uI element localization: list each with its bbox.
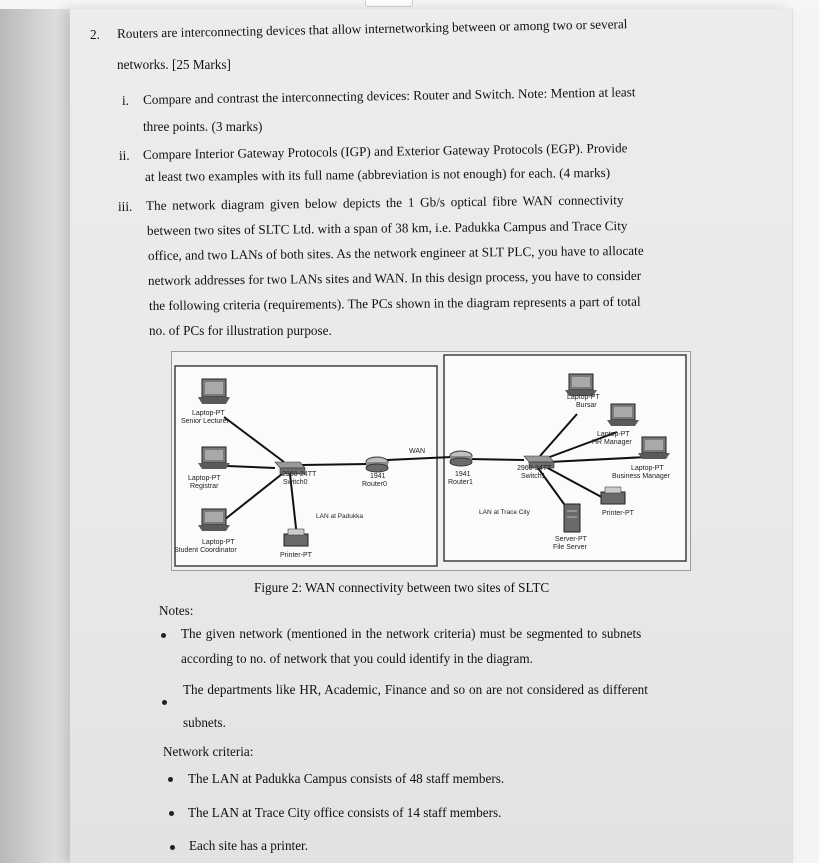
server-model: Server-PT [555, 536, 587, 543]
part-iii-line3: office, and two LANs of both sites. As the network engineer at SLT PLC, you have to allocate [147, 242, 644, 263]
part-iii-line6: no. of PCs for illustration purpose. [149, 323, 332, 338]
note1-line2: according to no. of network that you could identify in the diagram. [181, 651, 533, 666]
router0-name: Router0 [362, 481, 387, 488]
server-role: File Server [553, 544, 587, 551]
note1-bullet [161, 633, 166, 638]
wan-label: WAN [409, 448, 426, 455]
note2-line2: subnets. [183, 715, 226, 730]
router1-model: 1941 [455, 471, 471, 478]
criteria2-bullet [169, 811, 174, 816]
part-iii-line4: network addresses for two LANs sites and WAN. In this design process, you have to consider [147, 267, 642, 288]
notes-heading: Notes: [159, 603, 194, 618]
laptop-business-manager-icon[interactable] [638, 437, 670, 459]
router0-model: 1941 [370, 473, 386, 480]
cable-switch0-router0 [302, 464, 368, 465]
top-tab-handle[interactable] [365, 0, 413, 7]
switch1-model: 2960-24TT [517, 465, 552, 472]
question-intro-line1: Routers are interconnecting devices that allow internetworking between or among two or several [116, 16, 628, 41]
router1-icon[interactable] [450, 451, 472, 466]
left-margin-shadow [0, 9, 80, 863]
printer-left-label: Printer-PT [280, 552, 312, 559]
criteria1-bullet [168, 777, 173, 782]
laptop1-left-model: Laptop-PT [192, 410, 225, 417]
cable-router1-switch1 [468, 459, 524, 460]
part-iii-number: iii. [118, 199, 133, 214]
note2-bullet [162, 700, 167, 705]
vertical-scrollbar[interactable] [792, 9, 819, 863]
laptop1-left-role: Senior Lecturer [181, 418, 229, 425]
router0-icon[interactable] [366, 457, 388, 472]
browser-top-strip [0, 0, 819, 9]
laptop-bursar-model: Laptop-PT [567, 394, 600, 401]
laptop-hr-model: Laptop-PT [597, 431, 630, 438]
lan-padukka-label: LAN at Padukka [316, 513, 363, 520]
laptop-student-coordinator-icon[interactable] [198, 509, 230, 531]
laptop3-left-role: Student Coordinator [174, 547, 237, 554]
router1-name: Router1 [448, 479, 473, 486]
part-i-line2: three points. (3 marks) [143, 119, 263, 134]
switch1-name: Switch1 [521, 473, 546, 480]
part-ii-number: ii. [119, 148, 130, 163]
laptop2-left-role: Registrar [190, 483, 219, 490]
criteria3-bullet [170, 845, 175, 850]
criteria-heading: Network criteria: [163, 744, 254, 759]
switch0-model: 2960-24TT [282, 471, 317, 478]
server-icon[interactable] [564, 504, 580, 532]
figure-caption: Figure 2: WAN connectivity between two sites of SLTC [254, 580, 550, 595]
switch0-name: Switch0 [283, 479, 308, 486]
laptop-bursar-icon[interactable] [565, 374, 597, 396]
criteria2-text: The LAN at Trace City office consists of 14 staff members. [188, 805, 502, 820]
laptop-bursar-role: Bursar [576, 402, 597, 409]
laptop-hr-manager-icon[interactable] [607, 404, 639, 426]
criteria1-text: The LAN at Padukka Campus consists of 48 staff members. [188, 771, 505, 786]
part-i-line1: Compare and contrast the interconnecting devices: Router and Switch. Note: Mention at least [142, 84, 636, 107]
laptop-business-role: Business Manager [612, 473, 670, 480]
laptop2-left-model: Laptop-PT [188, 475, 221, 482]
part-iii-line5: the following criteria (requirements). The PCs shown in the diagram represents a part of total [148, 293, 641, 313]
laptop3-left-model: Laptop-PT [202, 539, 235, 546]
laptop-registrar-icon[interactable] [198, 447, 230, 469]
part-iii-line2: between two sites of SLTC Ltd. with a span of 38 km, i.e. Padukka Campus and Trace City [146, 217, 628, 238]
laptop-business-model: Laptop-PT [631, 465, 664, 472]
part-ii-line1: Compare Interior Gateway Protocols (IGP) and Exterior Gateway Protocols (EGP). Provide [142, 140, 628, 162]
question-intro-line2: networks. [25 Marks] [117, 57, 231, 72]
part-ii-line2: at least two examples with its full name (abbreviation is not enough) for each. (4 marks) [144, 164, 611, 184]
note1-line1: The given network (mentioned in the network criteria) must be segmented to subnets [181, 626, 642, 641]
part-i-number: i. [122, 93, 129, 108]
question-number: 2. [90, 27, 100, 42]
laptop-senior-lecturer-icon[interactable] [198, 379, 230, 404]
laptop-hr-role: HR Manager [592, 439, 632, 446]
part-iii-line1: The network diagram given below depicts the 1 Gb/s optical fibre WAN connectivity [145, 192, 624, 213]
lan-trace-city-label: LAN at Trace City [479, 509, 530, 516]
network-diagram [171, 351, 691, 571]
note2-line1: The departments like HR, Academic, Finance and so on are not considered as different [183, 682, 648, 697]
printer-right-label: Printer-PT [602, 510, 634, 517]
criteria3-text: Each site has a printer. [189, 838, 309, 853]
